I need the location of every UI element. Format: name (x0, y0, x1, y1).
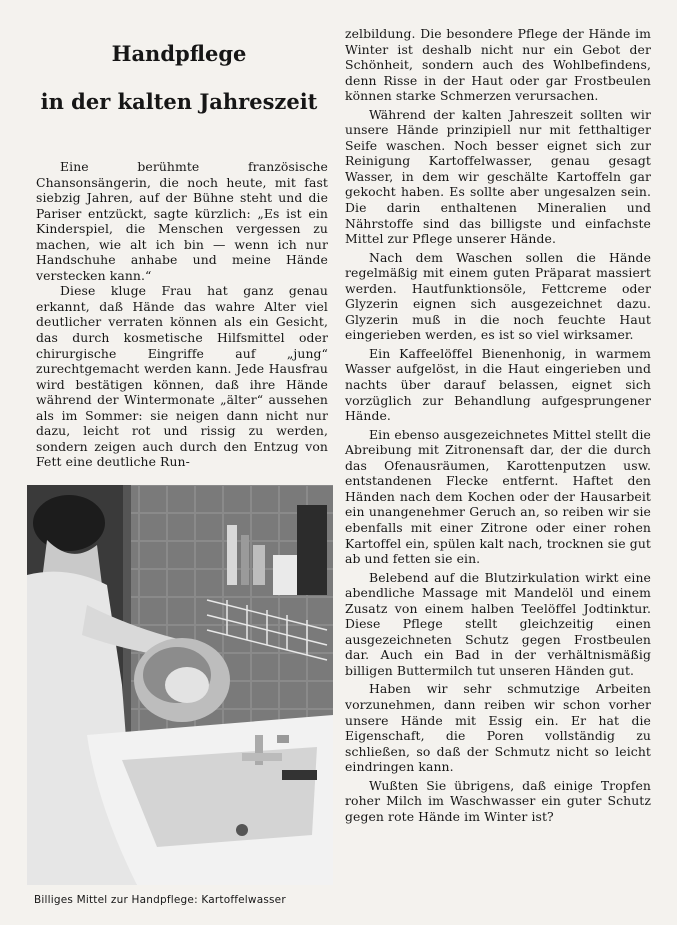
title-line-2: in der kalten Jahreszeit (40, 89, 318, 114)
paragraph: Wußten Sie übrigens, daß einige Tropfen roher Milch im Waschwasser ein guter Schutz gegen rote Hände im Winter ist? (345, 777, 651, 824)
paragraph: Ein Kaffeelöffel Bienenhonig, in warmem Wasser aufgelöst, in die Haut eingerieben und nachts über darauf belassen, eignet sich vorzüglich zur Behandlung aufgesprungener Hände. (345, 345, 651, 424)
paragraph: Während der kalten Jahreszeit sollten wir unsere Hände prinzipiell nur mit fetthaltiger Seife waschen. Noch besser eignet sich zur Reinigung Kartoffelwasser, genau gesagt Wasser, in dem wir geschälte Kartoffeln gar gekocht haben. Es sollte aber ungesalzen sein. Die darin enthaltenen Mineralien und Nährstoffe sind das billigste und einfachste Mittel zur Pflege unserer Hände. (345, 106, 651, 247)
left-column (36, 159, 328, 470)
title-line-1: Handpflege (111, 41, 247, 66)
paragraph: Diese kluge Frau hat ganz genau erkannt, daß Hände das wahre Alter viel deutlicher verraten können als ein Gesicht, das durch kosmetische Hilfsmittel oder chirurgische Eingriffe auf „jung“ zurechtgemacht werden kann. Jede Hausfrau wird bestätigen können, daß ihre Hände während der Wintermonate „älter“ aussehen als im Sommer: sie neigen dann nicht nur dazu, leicht rot und rissig zu werden, sondern zeigen auch durch den Entzug von Fett eine deutliche Run- (36, 283, 328, 470)
right-column (345, 26, 651, 824)
photo-caption: Billiges Mittel zur Handpflege: Kartoffelwasser (34, 894, 286, 906)
paragraph: Ein ebenso ausgezeichnetes Mittel stellt die Abreibung mit Zitronensaft dar, der die durch das Ofenausräumen, Karottenputzen usw. entstandenen Flecke entfernt. Haftet den Händen nach dem Kochen oder der Hausarbeit ein unangenehmer Geruch an, so reiben wir sie ebenfalls mit einer Zitrone oder einer rohen Kartoffel ein, spülen kalt nach, trocknen sie gut ab und fetten sie ein. (345, 426, 651, 567)
article-title (24, 30, 334, 126)
paragraph: Nach dem Waschen sollen die Hände regelmäßig mit einem guten Präparat massiert werden. Hautfunktionsöle, Fettcreme oder Glyzerin eignen sich ausgezeichnet dazu. Glyzerin muß in die noch feuchte Haut eingerieben werden, es ist so viel wirksamer. (345, 249, 651, 343)
paragraph: zelbildung. Die besondere Pflege der Hände im Winter ist deshalb nicht nur ein Gebot der Schönheit, sondern auch des Wohlbefindens, denn Risse in der Haut oder gar Frostbeulen können starke Schmerzen verursachen. (345, 26, 651, 104)
paragraph: Haben wir sehr schmutzige Arbeiten vorzunehmen, dann reiben wir schon vorher unsere Hände mit Essig ein. Er hat die Eigenschaft, die Poren vollständig zu schließen, so daß der Schmutz nicht so leicht eindringen kann. (345, 681, 651, 775)
paragraph: Belebend auf die Blutzirkulation wirkt eine abendliche Massage mit Mandelöl und einem Zusatz von einem halben Teelöffel Jodtinktur. Diese Pflege stellt gleichzeitig einen ausgezeichneten Schutz gegen Frostbeulen dar. Auch ein Bad in der verhältnismäßig billigen Buttermilch tut unseren Händen gut. (345, 569, 651, 678)
photo-woman-washing-pot (27, 485, 333, 885)
paragraph: Eine berühmte französische Chansonsängerin, die noch heute, mit fast siebzig Jahren, auf der Bühne steht und die Pariser entzückt, sagte kürzlich: „Es ist ein Kinderspiel, die Menschen vergessen zu machen, wie alt ich bin — wenn ich nur Handschuhe anhabe und meine Hände verstecken kann.“ (36, 159, 328, 283)
